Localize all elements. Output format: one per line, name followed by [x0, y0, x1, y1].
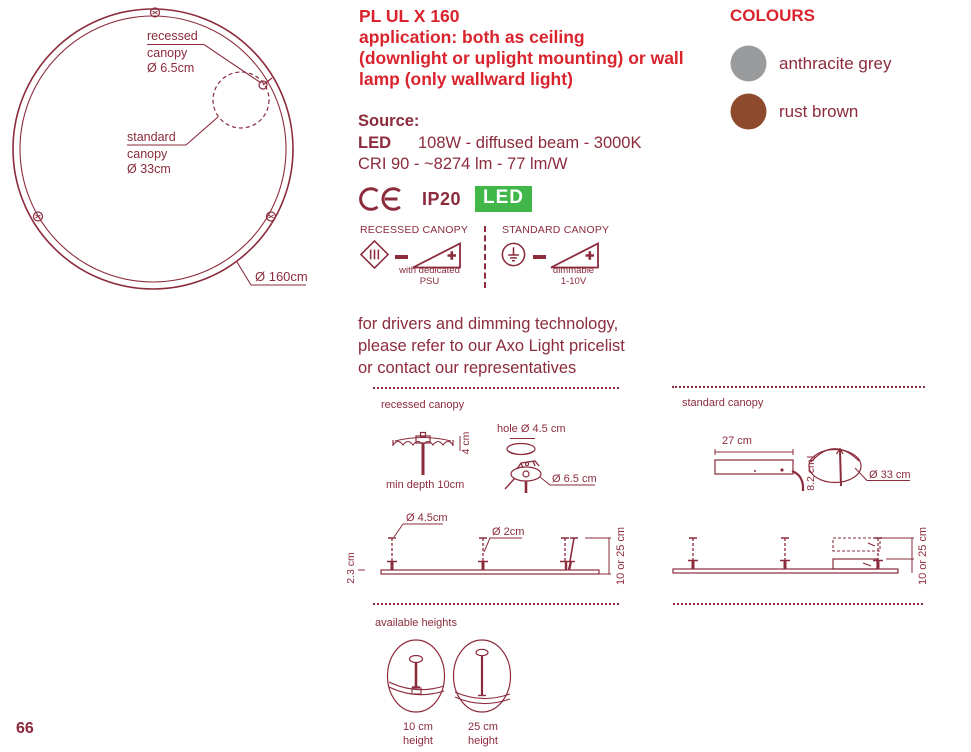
recessed-canopy-option-note	[382, 266, 477, 287]
dim-4cm-label: 4 cm	[460, 431, 472, 455]
hanger	[387, 538, 397, 570]
divider	[484, 226, 486, 288]
recessed-canopy-hole-view	[488, 418, 613, 508]
canopy-diameter-label: Ø 6.5 cm	[552, 473, 597, 485]
hanger	[478, 538, 488, 570]
standard-section-title: standard canopy	[682, 397, 764, 409]
divider	[672, 386, 925, 388]
ground-symbol-icon	[499, 240, 528, 269]
source-led-line	[358, 133, 642, 155]
hole-diameter-label: hole Ø 4.5 cm	[497, 423, 566, 435]
height-option-detail-10cm	[386, 638, 448, 716]
hanger	[873, 538, 883, 569]
profile-height-label: 2.3 cm	[345, 552, 357, 584]
width-label: 27 cm	[722, 435, 752, 447]
colours-title: COLOURS	[730, 6, 815, 25]
source-section	[358, 111, 642, 176]
recessed-canopy-label: canopy	[147, 46, 188, 60]
standard-canopy-dome-view	[805, 433, 970, 505]
height-label: 8.2 cm	[805, 459, 817, 491]
recessed-suspension-profile	[345, 508, 645, 608]
height-value: 10 cm	[403, 721, 433, 733]
recessed-canopy-option-title: RECESSED CANOPY	[360, 224, 469, 236]
ce-mark-icon	[358, 185, 408, 213]
swatch-label: rust brown	[779, 101, 859, 121]
note-line: for drivers and dimming technology,	[358, 315, 619, 333]
height-word: height	[468, 735, 498, 747]
canopy-options	[358, 224, 618, 292]
product-header	[359, 6, 719, 90]
hanger	[688, 538, 698, 569]
hanger-pair	[560, 538, 578, 570]
drivers-note	[358, 313, 625, 379]
recessed-canopy-label: recessed	[147, 29, 198, 43]
height-option-detail-25cm	[452, 638, 514, 716]
swatch-label: anthracite grey	[779, 53, 892, 73]
colours-section	[730, 6, 891, 130]
drop-height-label: 10 or 25 cm	[615, 526, 627, 586]
swatch-row	[730, 93, 891, 130]
standard-suspension-profile	[660, 508, 960, 608]
canopy-box	[833, 559, 877, 569]
available-heights-title: available heights	[375, 617, 457, 629]
colour-swatch-icon	[730, 45, 767, 82]
height-word: height	[403, 735, 433, 747]
page-title: PL UL X 160	[359, 6, 460, 26]
minus-icon	[533, 255, 546, 259]
colour-swatch-icon	[730, 93, 767, 130]
certifications-row	[358, 185, 532, 213]
application-line: application: both as ceiling	[359, 27, 585, 47]
note-line: or contact our representatives	[358, 359, 577, 377]
height-value: 25 cm	[468, 721, 498, 733]
hanger	[780, 538, 790, 569]
application-line: lamp (only wallward light)	[359, 69, 573, 89]
note-line: PSU	[419, 275, 440, 287]
swatch-row	[730, 45, 891, 82]
standard-canopy-option-title: STANDARD CANOPY	[502, 224, 610, 236]
height-option-label	[468, 720, 498, 748]
application-line: (downlight or uplight mounting) or wall	[359, 48, 684, 68]
divider	[373, 603, 619, 605]
led-label: LED	[358, 133, 391, 152]
min-depth-label: min depth 10cm	[386, 479, 465, 491]
standard-canopy-option-note	[526, 266, 621, 287]
note-line: 1-10V	[560, 275, 587, 287]
ring-diameter-label: Ø 160cm	[255, 269, 308, 284]
canopy-diameter-label: Ø 33 cm	[869, 469, 911, 481]
standard-canopy-dashed-circle	[213, 72, 269, 128]
standard-canopy-label: standard	[127, 130, 176, 144]
stem-diameter-label: Ø 4.5cm	[406, 512, 448, 524]
recessed-canopy-side-view	[372, 428, 497, 500]
divider	[673, 603, 923, 605]
recessed-section-title: recessed canopy	[381, 399, 465, 411]
ip-rating: IP20	[422, 188, 462, 209]
ring-top-view-diagram	[0, 0, 335, 300]
height-option-label	[403, 720, 433, 748]
drop-height-label: 10 or 25 cm	[917, 526, 929, 586]
note-line: dimmable	[552, 265, 595, 276]
source-cri-line: CRI 90 - ~8274 lm - 77 lm/W	[358, 155, 568, 173]
recessed-attach-point	[259, 78, 272, 89]
recessed-canopy-diameter: Ø 6.5cm	[147, 61, 195, 75]
rod-diameter-label: Ø 2cm	[492, 526, 525, 538]
note-line: please refer to our Axo Light pricelist	[358, 337, 625, 355]
page-number: 66	[16, 720, 34, 737]
screw-icon	[34, 212, 43, 221]
minus-icon	[395, 255, 408, 259]
led-specs: 108W - diffused beam - 3000K	[418, 133, 642, 152]
led-badge: LED	[475, 186, 532, 212]
source-heading: Source:	[358, 112, 420, 130]
standard-canopy-diameter: Ø 33cm	[127, 162, 171, 176]
standard-canopy-label: canopy	[127, 147, 168, 161]
divider	[373, 387, 619, 389]
note-line: with dedicated	[399, 265, 460, 276]
